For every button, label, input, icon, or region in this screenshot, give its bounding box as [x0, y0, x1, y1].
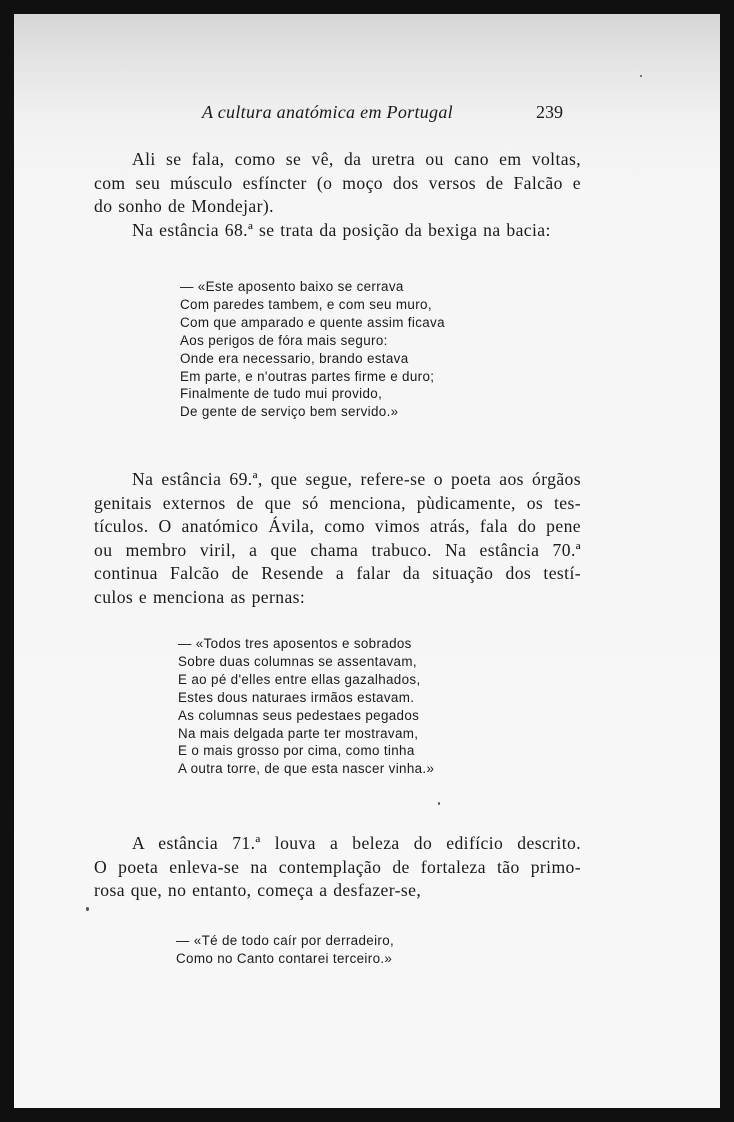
print-speck	[86, 907, 89, 911]
verse-line: — «Té de todo caír por derradeiro,	[176, 933, 395, 948]
verse-line: Sobre duas columnas se assentavam,	[178, 653, 417, 669]
verse-line: Estes dous naturaes irmãos estavam.	[178, 689, 415, 705]
paragraph-line: culos e menciona as pernas:	[94, 586, 306, 607]
book-page	[14, 14, 720, 1108]
verse-line: E ao pé d'elles entre ellas gazalhados,	[178, 671, 421, 687]
verse-line: Aos perigos de fóra mais seguro:	[180, 332, 388, 348]
page-number: 239	[536, 102, 563, 122]
paragraph-line: continua Falcão de Resende a falar da situação dos testí-	[94, 563, 581, 584]
verse-line: As columnas seus pedestaes pegados	[178, 707, 420, 723]
paragraph-line: Na estância 69.ª, que segue, refere-se o poeta aos órgãos	[132, 469, 581, 489]
verse-line: E o mais grosso por cima, como tinha	[178, 743, 415, 759]
running-title: A cultura anatómica em Portugal	[202, 102, 453, 122]
print-speck	[640, 75, 642, 77]
verse-quote-stanza-70	[178, 635, 434, 778]
paragraph-line: tículos. O anatómico Ávila, como vimos atrás, fala do pene	[94, 516, 581, 537]
verse-quote-stanza-71	[176, 932, 394, 968]
paragraph-line: do sonho de Mondejar).	[94, 196, 274, 217]
paragraph-stanza-68	[94, 219, 581, 243]
verse-line: Finalmente de tudo mui provido,	[180, 386, 383, 402]
page-header	[14, 102, 720, 126]
verse-line: Onde era necessario, brando estava	[180, 350, 409, 366]
verse-quote-stanza-68	[180, 278, 445, 421]
paragraph-line: Na estância 68.ª se trata da posição da bexiga na bacia:	[132, 220, 551, 240]
paragraph-line: genitais externos de que só menciona, pùdicamente, os tes-	[94, 492, 581, 513]
paragraph-urethra	[94, 148, 581, 219]
verse-line: — «Todos tres aposentos e sobrados	[178, 636, 412, 651]
verse-line: Como no Canto contarei terceiro.»	[176, 950, 393, 966]
paragraph-line: com seu músculo esfíncter (o moço dos versos de Falcão e	[94, 172, 581, 193]
verse-line: De gente de serviço bem servido.»	[180, 404, 399, 420]
paragraph-line: rosa que, no entanto, começa a desfazer-se,	[94, 880, 422, 901]
paragraph-line: O poeta enleva-se na contemplação de fortaleza tão primo-	[94, 856, 581, 877]
verse-line: — «Este aposento baixo se cerrava	[180, 279, 404, 294]
verse-line: Com que amparado e quente assim ficava	[180, 314, 445, 330]
verse-line: A outra torre, de que esta nascer vinha.»	[178, 761, 435, 777]
print-speck	[438, 802, 440, 805]
verse-line: Na mais delgada parte ter mostravam,	[178, 725, 419, 741]
paragraph-line: ou membro viril, a que chama trabuco. Na estância 70.ª	[94, 539, 581, 560]
verse-line: Em parte, e n'outras partes firme e duro;	[180, 368, 435, 384]
paragraph-stanza-69-70	[94, 468, 581, 610]
paragraph-line: A estância 71.ª louva a beleza do edifício descrito.	[132, 833, 581, 853]
paragraph-line: Ali se fala, como se vê, da uretra ou cano em voltas,	[132, 149, 581, 169]
paragraph-stanza-71	[94, 832, 581, 903]
verse-line: Com paredes tambem, e com seu muro,	[180, 296, 432, 312]
